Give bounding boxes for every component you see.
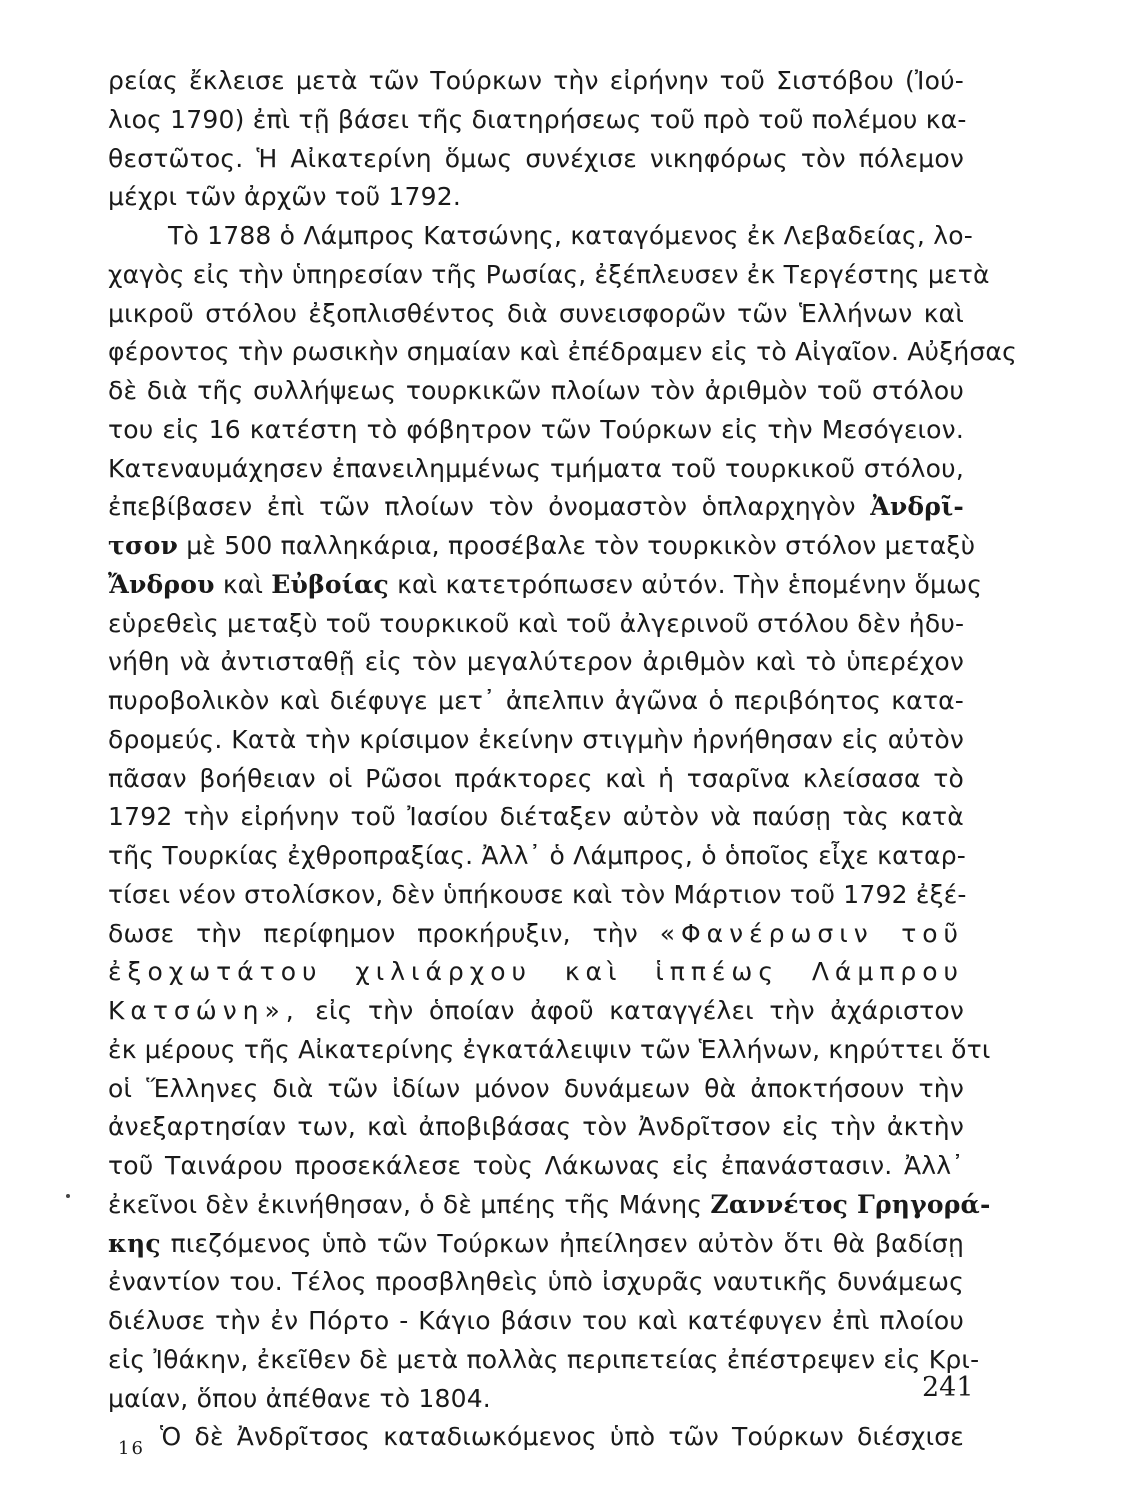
line-text: τοῦ Ταινάρου προσεκάλεσε τοὺς Λάκωνας εἰς ἐπανάστασιν. Ἀλλ᾽ — [108, 1151, 964, 1180]
line-text: δρομεύς. Κατὰ τὴν κρίσιμον ἐκείνην στιγμὴν ἠρνήθησαν εἰς αὐτὸν — [108, 724, 964, 754]
text-line — [108, 1225, 964, 1264]
line-text: μέχρι τῶν ἀρχῶν τοῦ 1792. — [108, 182, 461, 212]
text-line — [108, 1380, 964, 1419]
bold-name-evia: Εὐβοίας — [271, 569, 389, 599]
line-text: 1792 τὴν εἰρήνην τοῦ Ἰασίου διέταξεν αὐτὸν νὰ παύσῃ τὰς κατὰ — [108, 802, 964, 832]
text-line — [108, 488, 964, 527]
line-text: δωσε τὴν περίφημον προκήρυξιν, τὴν — [108, 918, 638, 948]
line-text: τῆς Τουρκίας ἐχθροπραξίας. Ἀλλ᾽ ὁ Λάμπρος, ὁ ὁποῖος εἶχε καταρ- — [108, 841, 966, 870]
line-text: ἐκ μέρους τῆς Αἰκατερίνης ἐγκατάλειψιν τῶν Ἑλλήνων, κηρύττει ὅτι — [108, 1034, 991, 1064]
line-text: Ὁ δὲ Ἀνδρῖτσος καταδιωκόμενος ὑπὸ τῶν Τούρκων διέσχισε — [160, 1422, 964, 1452]
line-text: καὶ — [222, 569, 264, 599]
line-text: Τὸ 1788 ὁ Λάμπρος Κατσώνης, καταγόμενος ἐκ Λεβαδείας, λο- — [168, 221, 973, 250]
bold-name-andros: Ἄνδρου — [108, 569, 215, 599]
line-text: θεστῶτος. Ἡ Αἰκατερίνη ὅμως συνέχισε νικηφόρως τὸν πόλεμον — [108, 143, 964, 173]
text-line — [108, 62, 964, 101]
paragraph-start-line — [108, 217, 973, 256]
text-line — [108, 1263, 964, 1302]
text-line — [108, 915, 964, 954]
line-text: ἐπεβίβασεν ἐπὶ τῶν πλοίων τὸν ὀνομαστὸν ὁπλαρχηγὸν — [108, 492, 856, 522]
line-text: του εἰς 16 κατέστη τὸ φόβητρον τῶν Τούρκων εἰς τὴν Μεσόγειον. — [108, 414, 964, 444]
body-text — [108, 62, 1017, 1457]
line-text: εἰς Ἰθάκην, ἐκεῖθεν δὲ μετὰ πολλὰς περιπετείας ἐπέστρεψεν εἰς Κρι- — [108, 1344, 980, 1374]
paragraph-start-line — [108, 1418, 964, 1457]
text-line — [108, 450, 964, 489]
line-text: ἐκεῖνοι δὲν ἐκινήθησαν, ὁ δὲ μπέης τῆς Μάνης — [108, 1189, 703, 1219]
line-text: εἰς τὴν ὁποίαν ἀφοῦ καταγγέλει τὴν ἀχάριστον — [315, 996, 964, 1025]
line-text: φέροντος τὴν ρωσικὴν σημαίαν καὶ ἐπέδραμεν εἰς τὸ Αἰγαῖον. Αὐξήσας — [108, 337, 1017, 367]
proclamation-title-end: Κατσώνη», — [108, 996, 300, 1025]
line-text: μικροῦ στόλου ἐξοπλισθέντος διὰ συνεισφορῶν τῶν Ἑλλήνων καὶ — [108, 298, 964, 328]
text-line — [108, 643, 964, 682]
text-line — [108, 1031, 991, 1070]
line-text: πᾶσαν βοήθειαν οἱ Ρῶσοι πράκτορες καὶ ἡ τσαρῖνα κλείσασα τὸ — [108, 763, 964, 793]
line-text: νήθη νὰ ἀντισταθῇ εἰς τὸν μεγαλύτερον ἀριθμὸν καὶ τὸ ὑπερέχον — [108, 647, 964, 677]
text-line — [108, 798, 964, 837]
line-text: καὶ κατετρόπωσεν αὐτόν. Τὴν ἑπομένην ὅμως — [397, 569, 983, 599]
text-line — [108, 760, 964, 799]
signature-mark: 16 — [118, 1438, 145, 1459]
text-line — [108, 682, 964, 721]
line-text: οἱ Ἕλληνες διὰ τῶν ἰδίων μόνον δυνάμεων θὰ ἀποκτήσουν τὴν — [108, 1073, 964, 1103]
text-line — [108, 178, 964, 217]
text-line — [108, 876, 967, 915]
line-text: Κατεναυμάχησεν ἐπανειλημμένως τμήματα τοῦ τουρκικοῦ στόλου, — [108, 453, 964, 483]
bold-name-andritsos-cont: τσον — [108, 531, 179, 560]
bold-name-zannetos-cont: κης — [108, 1228, 161, 1258]
line-text: πυροβολικὸν καὶ διέφυγε μετ᾽ ἀπελπιν ἀγῶνα ὁ περιβόητος κατα- — [108, 686, 964, 715]
text-line — [108, 333, 1017, 372]
text-line — [108, 992, 964, 1031]
text-line — [108, 1341, 980, 1380]
text-line — [108, 1186, 991, 1225]
line-text: δὲ διὰ τῆς συλλήψεως τουρκικῶν πλοίων τὸν ἀριθμὸν τοῦ στόλου — [108, 376, 964, 405]
text-line — [108, 566, 983, 605]
line-text: λιος 1790) ἐπὶ τῇ βάσει τῆς διατηρήσεως τοῦ πρὸ τοῦ πολέμου κα- — [108, 104, 967, 134]
text-line — [108, 837, 964, 876]
line-text: μαίαν, ὅπου ἀπέθανε τὸ 1804. — [108, 1383, 491, 1413]
text-line — [108, 527, 976, 566]
line-text: ἀνεξαρτησίαν των, καὶ ἀποβιβάσας τὸν Ἀνδρῖτσον εἰς τὴν ἀκτὴν — [108, 1112, 964, 1142]
text-line — [108, 1147, 964, 1186]
text-line — [108, 295, 964, 334]
text-line — [108, 411, 964, 450]
text-line — [108, 1302, 964, 1341]
line-text: ἐναντίον του. Τέλος προσβληθεὶς ὑπὸ ἰσχυρᾶς ναυτικῆς δυνάμεως — [108, 1267, 964, 1297]
bold-name-andritsos: Ἀνδρῖ- — [870, 492, 964, 522]
text-line — [108, 140, 964, 179]
line-text: τίσει νέον στολίσκον, δὲν ὑπήκουσε καὶ τὸν Μάρτιον τοῦ 1792 ἐξέ- — [108, 879, 967, 909]
line-text: χαγὸς εἰς τὴν ὑπηρεσίαν τῆς Ρωσίας, ἐξέπλευσεν ἐκ Τεργέστης μετὰ — [108, 259, 990, 289]
text-line — [108, 256, 990, 295]
text-line — [108, 1108, 964, 1147]
text-line — [108, 372, 964, 411]
text-line — [108, 953, 964, 992]
line-text: διέλυσε τὴν ἐν Πόρτο - Κάγιο βάσιν του καὶ κατέφυγεν ἐπὶ πλοίου — [108, 1306, 964, 1335]
proclamation-title-cont: ἐξοχωτάτου χιλιάρχου καὶ ἱππέως Λάμπρου — [108, 957, 964, 987]
text-line — [108, 101, 967, 140]
bold-name-zannetos: Ζαννέτος Γρηγορά- — [710, 1189, 991, 1219]
line-text: μὲ 500 παλληκάρια, προσέβαλε τὸν τουρκικὸν στόλον μεταξὺ — [186, 531, 976, 560]
line-text: πιεζόμενος ὑπὸ τῶν Τούρκων ἠπείλησεν αὐτὸν ὅτι θὰ βαδίσῃ — [170, 1228, 964, 1258]
text-line — [108, 1070, 964, 1109]
line-text: ρείας ἔκλεισε μετὰ τῶν Τούρκων τὴν εἰρήνην τοῦ Σιστόβου (Ἰού- — [108, 66, 964, 95]
text-line — [108, 721, 964, 760]
line-text: εὑρεθεὶς μεταξὺ τοῦ τουρκικοῦ καὶ τοῦ ἀλγερινοῦ στόλου δὲν ἠδυ- — [108, 608, 965, 638]
proclamation-title: «Φανέρωσιν τοῦ — [659, 918, 965, 948]
text-line — [108, 605, 964, 644]
page-number: 241 — [922, 1372, 974, 1403]
scan-speck — [66, 1194, 70, 1198]
